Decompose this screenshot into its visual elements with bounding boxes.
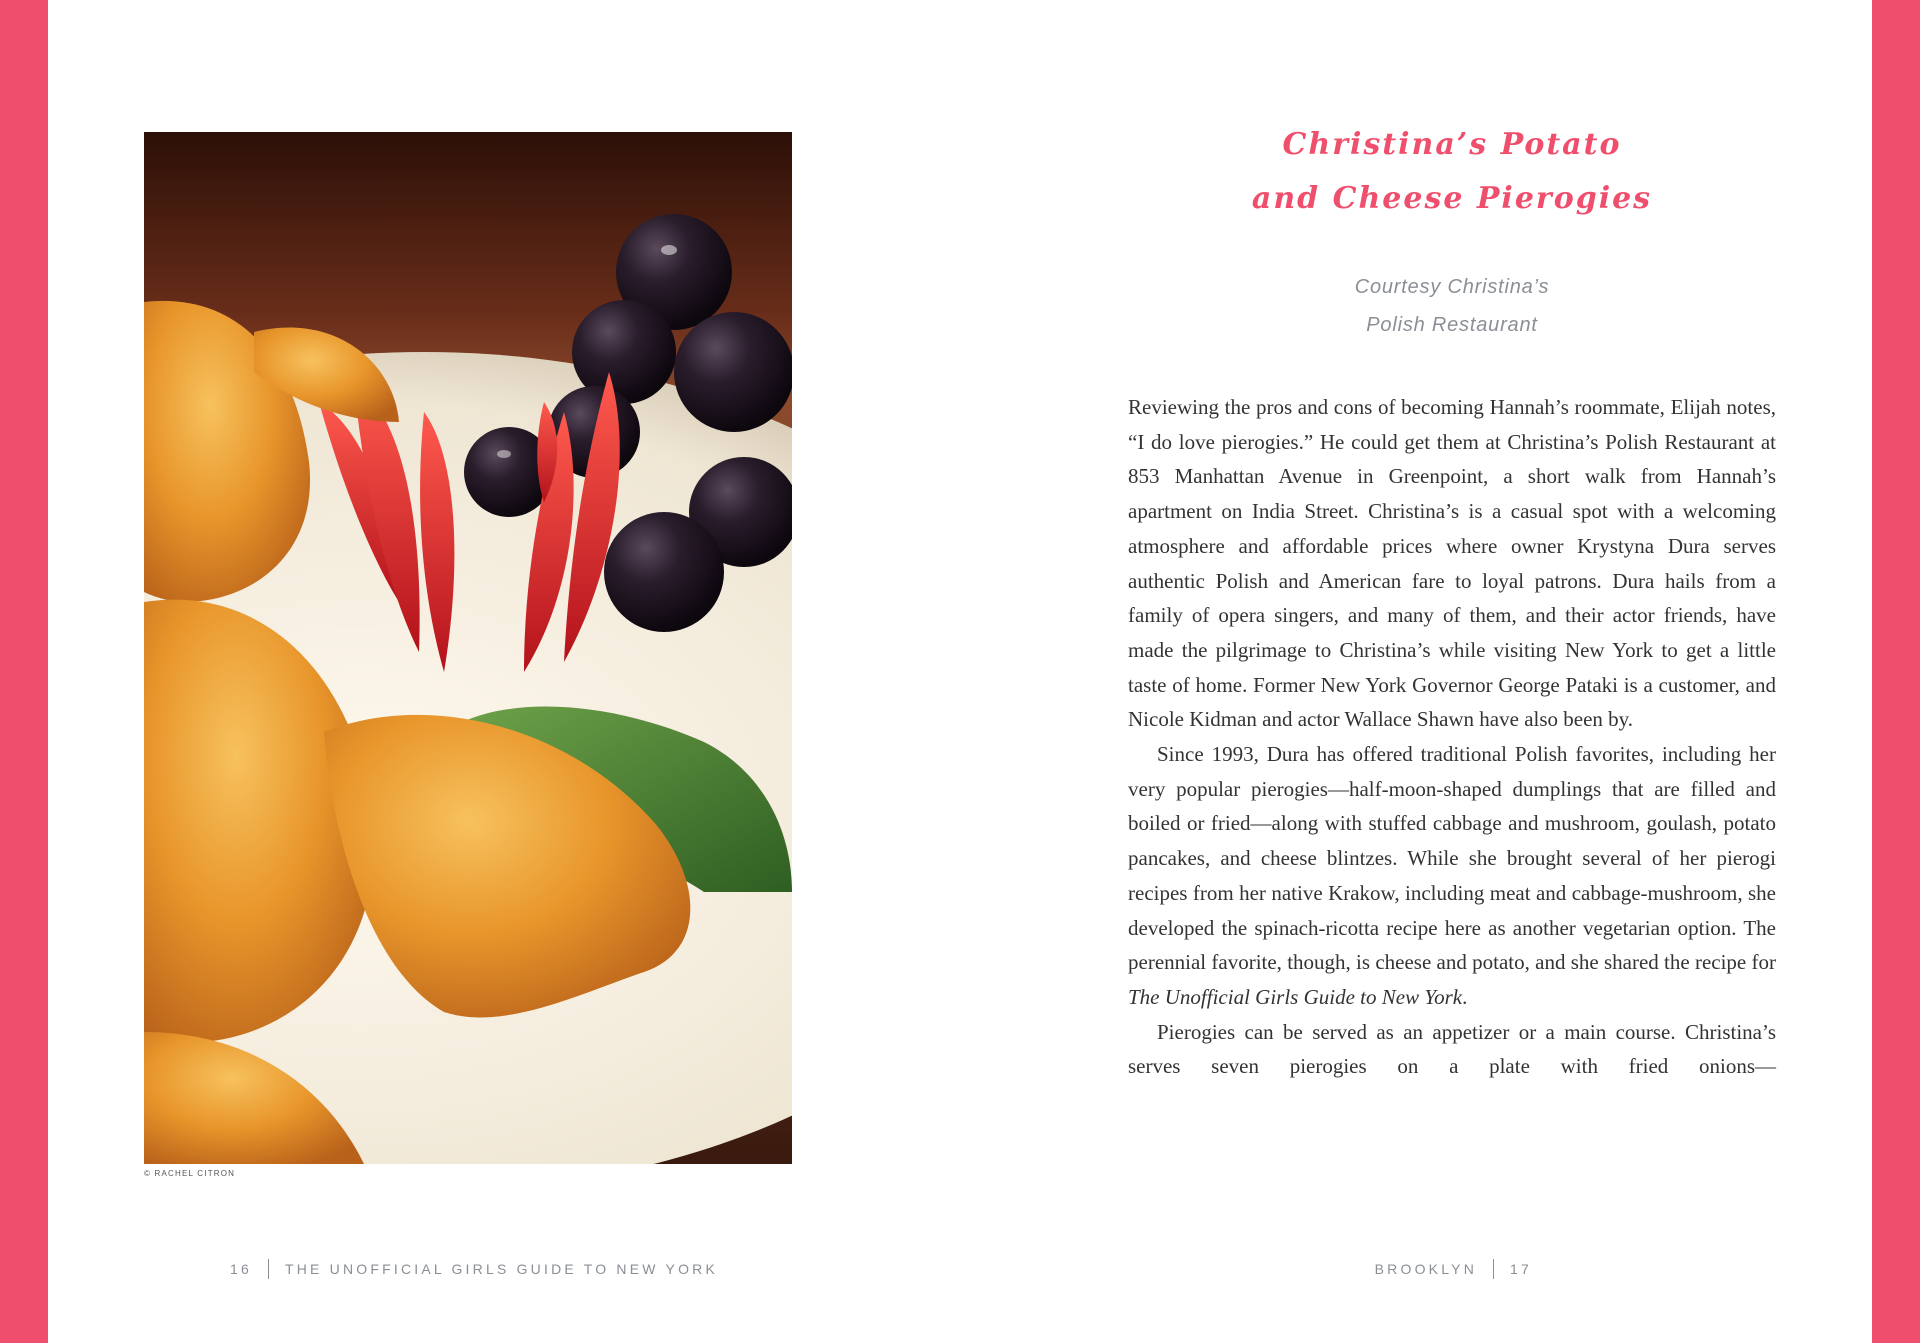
recipe-title-line-1: Christina’s Potato — [1282, 127, 1622, 162]
right-folio — [1375, 1259, 1532, 1279]
right-running-head: BROOKLYN — [1374, 1261, 1478, 1277]
paragraph-2 — [1128, 737, 1776, 1015]
left-folio — [230, 1259, 718, 1279]
paragraph-3: Pierogies can be served as an appetizer or a main course. Christina’s serves seven pierogies on a plate with fried onions— — [1128, 1019, 1776, 1079]
book-title-italic: The Unofficial Girls Guide to New York — [1128, 984, 1463, 1009]
paragraph-2-text: Since 1993, Dura has offered traditional Polish favorites, including her very popular pierogies—half-moon-shaped dumplings that are filled and boiled or fried—along with stuffed cabbage and mushroom, goulash, potato pancakes, and cheese blintzes. While she brought several of her pierogi recipes from her native Krakow, including meat and cabbage-mushroom, she developed the spinach-ricotta recipe here as another vegetarian option. The perennial favorite, though, is cheese and potato, and she shared the recipe for — [1128, 742, 1776, 975]
paragraph-2-end: . — [1462, 984, 1468, 1009]
recipe-title-line-2: and Cheese Pierogies — [1251, 181, 1653, 216]
courtesy-line-2: Polish Restaurant — [1366, 314, 1538, 336]
right-page-edge-band — [1872, 0, 1920, 1343]
left-page-number: 16 — [230, 1261, 252, 1277]
recipe-courtesy — [1128, 268, 1776, 344]
pierogies-photo-illustration — [144, 132, 792, 1164]
body-text — [1128, 390, 1776, 1084]
left-page-edge-band — [0, 0, 48, 1343]
recipe-title — [1128, 118, 1776, 226]
folio-divider — [1493, 1259, 1494, 1279]
pierogies-photo — [144, 132, 792, 1164]
folio-divider — [268, 1259, 269, 1279]
right-page-number: 17 — [1510, 1261, 1532, 1277]
courtesy-line-1: Courtesy Christina’s — [1354, 276, 1550, 298]
paragraph-1: Reviewing the pros and cons of becoming Hannah’s roommate, Elijah notes, “I do love pierogies.” He could get them at Christina’s Polish Restaurant at 853 Manhattan Avenue in Greenpoint, a short walk from Hannah’s apartment on India Street. Christina’s is a casual spot with a welcoming atmosphere and affordable prices where owner Krystyna Dura serves authentic Polish and American fare to loyal patrons. Dura hails from a family of opera singers, and many of them, and their actor friends, have made the pilgrimage to Christina’s while visiting New York to get a little taste of home. Former New York Governor George Pataki is a customer, and Nicole Kidman and actor Wallace Shawn have also been by. — [1128, 395, 1776, 732]
photo-credit: © RACHEL CITRON — [144, 1169, 236, 1178]
left-running-head: THE UNOFFICIAL GIRLS GUIDE TO NEW YORK — [284, 1261, 719, 1277]
